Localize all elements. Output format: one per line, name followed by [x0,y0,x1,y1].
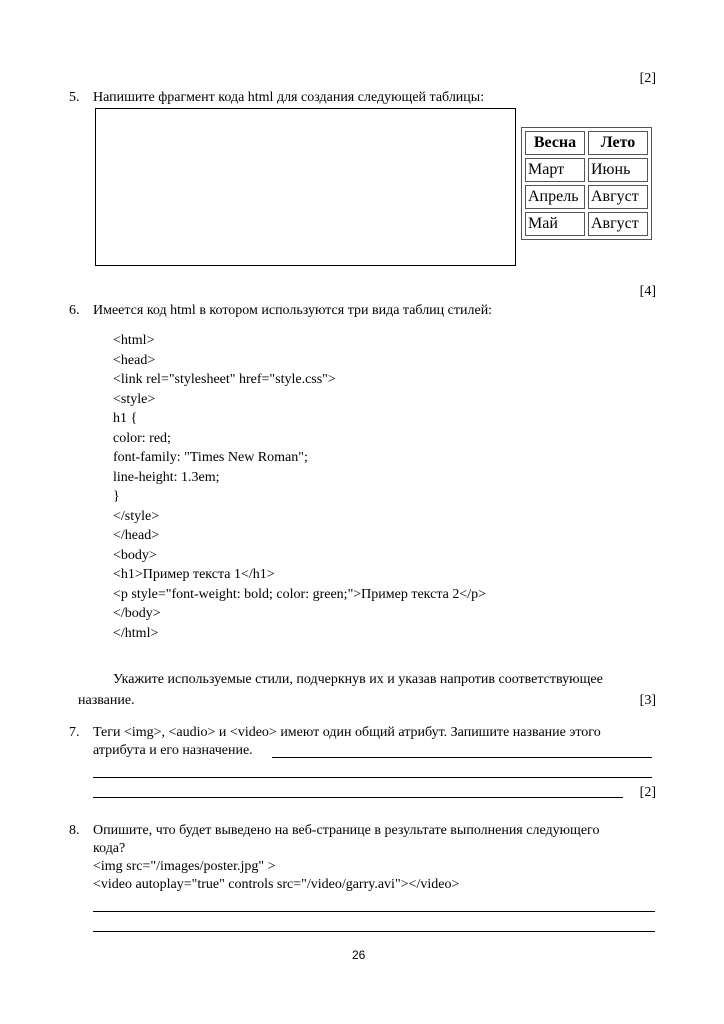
seasons-table [521,127,652,240]
code-line: </head> [113,528,160,543]
code-line: </style> [113,508,160,524]
question-6-text: Имеется код html в котором используются три вида таблиц стилей: [93,303,493,318]
question-5-number: 5. [69,90,80,105]
code-line: <p style="font-weight: bold; color: green;">Пример текста 2</p> [113,586,487,602]
code-line: </html> [113,625,159,641]
code-line: } [113,489,120,504]
question-8-number: 8. [69,823,80,838]
code-line: <head> [113,352,156,368]
answer-line[interactable] [93,777,652,778]
table-cell: Апрель [525,185,585,209]
table-header-cell: Лето [588,131,648,155]
answer-line[interactable] [93,797,623,798]
question-8-code-line: <img src="/images/poster.jpg" > [93,859,276,874]
question-6-number: 6. [69,303,80,318]
table-row [525,212,648,236]
code-line: <link rel="stylesheet" href="style.css"> [113,372,336,387]
question-7-text: Теги <img>, <audio> и <video> имеют один общий атрибут. Запишите название этого [93,725,601,740]
table-cell: Март [525,158,585,182]
table-cell: Июнь [588,158,648,182]
code-line: <html> [113,333,155,348]
code-line: </body> [113,606,161,621]
code-line: line-height: 1.3em; [113,469,220,485]
question-8-text-cont: кода? [93,841,126,856]
question-7-text-cont: атрибута и его назначение. [93,743,253,758]
answer-line[interactable] [272,757,652,758]
question-8-text: Опишите, что будет выведено на веб-странице в результате выполнения следующего [93,823,600,838]
question-5-answer-box[interactable] [95,108,516,266]
code-line: color: red; [113,430,171,446]
answer-line[interactable] [93,931,655,932]
question-5-marks: [4] [639,284,656,299]
previous-question-marks: [2] [639,71,656,86]
code-line: font-family: "Times New Roman"; [113,450,308,465]
code-line: <h1>Пример текста 1</h1> [113,567,275,582]
table-header-row [525,131,648,155]
table-cell: Май [525,212,585,236]
table-header-cell: Весна [525,131,585,155]
code-line: <body> [113,547,157,563]
question-7-number: 7. [69,725,80,740]
table-row [525,185,648,209]
question-6-marks: [3] [639,693,656,708]
code-line: <style> [113,391,156,407]
question-8-code-line: <video autoplay="true" controls src="/video/garry.avi"></video> [93,877,460,892]
question-6-instruction: Укажите используемые стили, подчеркнув их и указав напротив соответствующее [113,672,603,687]
question-6-instruction-cont: название. [78,693,135,708]
seasons-table-container [521,127,652,240]
page-number: 26 [352,948,366,962]
table-row [525,158,648,182]
table-cell: Август [588,212,648,236]
table-cell: Август [588,185,648,209]
answer-line[interactable] [93,911,655,912]
question-5-text: Напишите фрагмент кода html для создания следующей таблицы: [93,90,485,105]
question-7-marks: [2] [639,785,656,800]
code-line: h1 { [113,411,138,426]
